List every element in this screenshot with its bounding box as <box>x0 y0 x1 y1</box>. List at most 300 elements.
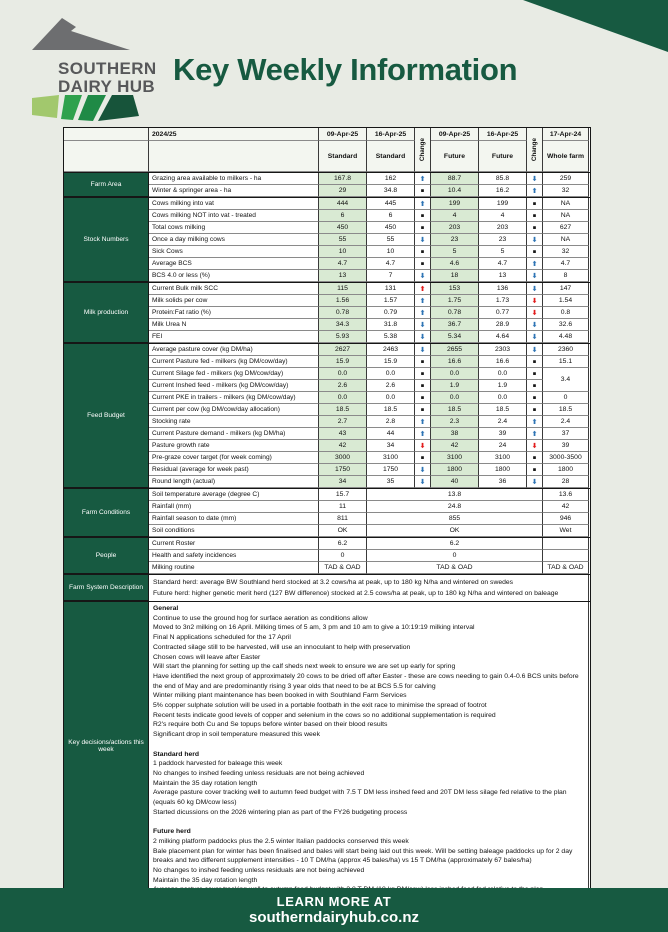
group-text-content <box>149 575 589 601</box>
metric-value-standard-wk2: 4.7 <box>367 258 415 270</box>
metric-value-standard-wk1: 5.93 <box>319 331 367 343</box>
metric-value-future-wk2: 4.64 <box>479 331 527 343</box>
change-indicator-future <box>527 428 543 440</box>
metric-value-standard-wk2: 55 <box>367 234 415 246</box>
column-header-change: Change <box>415 128 431 172</box>
metric-value-wholefarm: 32 <box>543 246 589 258</box>
corner-accent-triangle <box>523 0 668 52</box>
header-blank <box>64 128 149 141</box>
change-indicator-future <box>527 344 543 356</box>
metric-value-standard-wk2: 44 <box>367 428 415 440</box>
metric-value-standard-wk1: 15.9 <box>319 356 367 368</box>
metric-value-wholefarm: 147 <box>543 283 589 295</box>
metric-value-wholefarm: NA <box>543 198 589 210</box>
metric-name: Cows milking into vat <box>149 198 319 210</box>
change-indicator-future <box>527 331 543 343</box>
metric-value-future-wk2: 18.5 <box>479 404 527 416</box>
text-line: Contracted silage still to be harvested, will use an innoculant to help with preservation <box>153 643 411 651</box>
change-indicator-future <box>527 392 543 404</box>
text-line: Have identified the next group of approximately 20 cows to be dried off after Easter - these are cows needing to gain 0.4-0.6 BCS units before the end of May and are predominantly rising 3 year olds that need to be at BCS 5.5 for calving <box>153 672 579 690</box>
group-label: Farm Conditions <box>64 489 149 537</box>
metric-value-wholefarm: 39 <box>543 440 589 452</box>
metric-name: Health and safety incidences <box>149 550 319 562</box>
metric-value-future-wk1: 2.3 <box>431 416 479 428</box>
metric-value-future-wk1: 0.78 <box>431 307 479 319</box>
metric-value-standard: 0 <box>319 550 367 562</box>
metric-value-future-wk2: 0.77 <box>479 307 527 319</box>
metric-value-future-wk2: 23 <box>479 234 527 246</box>
change-indicator-future <box>527 173 543 185</box>
metric-name: Milk Urea N <box>149 319 319 331</box>
metric-value-standard-wk2: 6 <box>367 210 415 222</box>
change-indicator-standard <box>415 452 431 464</box>
metric-value-wholefarm: 13.6 <box>543 489 589 501</box>
metric-value-wholefarm: 0.8 <box>543 307 589 319</box>
change-indicator-future <box>527 319 543 331</box>
change-indicator-future <box>527 440 543 452</box>
metric-value-standard-wk1: 43 <box>319 428 367 440</box>
no-change-icon: ▪ <box>420 394 425 401</box>
metric-value-future-wk1: 5 <box>431 246 479 258</box>
metric-value-future-wk1: 0.0 <box>431 368 479 380</box>
metric-value-future-wk2: 39 <box>479 428 527 440</box>
arrow-down-icon: ⬇ <box>419 235 426 244</box>
text-line: Standard herd: average BW Southland herd stocked at 3.2 cows/ha at peak, up to 180 kg N/ha and wintered on swedes <box>153 579 514 586</box>
metric-value-future-wk2: 16.2 <box>479 185 527 197</box>
change-indicator-standard <box>415 476 431 488</box>
change-indicator-standard <box>415 307 431 319</box>
change-indicator-standard <box>415 464 431 476</box>
text-line: Continue to use the ground hog for surface aeration as conditions allow <box>153 614 368 622</box>
arrow-down-icon: ⬇ <box>419 477 426 486</box>
column-header-herd: Future <box>479 141 527 172</box>
metric-name: Pasture growth rate <box>149 440 319 452</box>
metric-value-future-wk1: 18 <box>431 270 479 282</box>
metric-value-wholefarm: 32.6 <box>543 319 589 331</box>
metric-value-standard-wk2: 10 <box>367 246 415 258</box>
no-change-icon: ▪ <box>420 224 425 231</box>
metric-name: Current Roster <box>149 538 319 550</box>
change-indicator-standard <box>415 440 431 452</box>
metric-value-future-wk1: 199 <box>431 198 479 210</box>
change-indicator-future <box>527 185 543 197</box>
no-change-icon: ▪ <box>532 454 537 461</box>
change-indicator-future <box>527 452 543 464</box>
change-indicator-future <box>527 210 543 222</box>
arrow-up-icon: ⬆ <box>419 417 426 426</box>
metric-value-standard: 6.2 <box>319 538 367 550</box>
metric-value-wholefarm: 8 <box>543 270 589 282</box>
metric-value-standard-wk1: 6 <box>319 210 367 222</box>
metric-value-standard-wk1: 1.56 <box>319 295 367 307</box>
change-indicator-standard <box>415 270 431 282</box>
metric-value-wholefarm: 3.4 <box>543 368 589 392</box>
change-indicator-standard <box>415 331 431 343</box>
text-line: Future herd <box>153 828 191 836</box>
change-indicator-future <box>527 198 543 210</box>
metric-name: Milk solids per cow <box>149 295 319 307</box>
page-title: Key Weekly Information <box>173 52 518 87</box>
table-group <box>64 537 590 574</box>
text-line: Bale placement plan for winter has been finalised and bales will start being laid out this week. Will be setting baleage paddocks up for 2 day breaks and two different supplement intensities - 10 T DM/ha (approx 45 bales/ha) vs 15 T DM/ha (approximately 67 bales/ha) <box>153 847 573 865</box>
metric-value-standard-wk1: 2627 <box>319 344 367 356</box>
metric-value-standard-wk2: 5.38 <box>367 331 415 343</box>
metric-value-standard-wk1: 0.78 <box>319 307 367 319</box>
table-group <box>64 488 590 537</box>
metric-value-future-wk2: 4.7 <box>479 258 527 270</box>
mountain-icon <box>32 18 130 50</box>
metric-value-wholefarm: 18.5 <box>543 404 589 416</box>
metric-value-wholefarm: 32 <box>543 185 589 197</box>
column-header-date: 16-Apr-25 <box>479 128 527 141</box>
metric-value-standard-wk1: 444 <box>319 198 367 210</box>
metric-value-standard-wk2: 450 <box>367 222 415 234</box>
metric-name: Pre-graze cover target (for week coming) <box>149 452 319 464</box>
column-header-date: 09-Apr-25 <box>319 128 367 141</box>
metric-value-future-wk2: 136 <box>479 283 527 295</box>
metric-name: Average pasture cover (kg DM/ha) <box>149 344 319 356</box>
metric-value-standard-wk1: 13 <box>319 270 367 282</box>
metric-value-wholefarm: 1800 <box>543 464 589 476</box>
metric-value-future-wk1: 0.0 <box>431 392 479 404</box>
group-label: Farm System Description <box>64 575 149 601</box>
metric-name: Current Pasture demand - milkers (kg DM/ha) <box>149 428 319 440</box>
metric-value-standard-wk2: 162 <box>367 173 415 185</box>
metric-value-future-wk2: 24 <box>479 440 527 452</box>
metric-value-wholefarm: 627 <box>543 222 589 234</box>
metric-value-future-wk2: 16.6 <box>479 356 527 368</box>
metric-value-future-wk1: 23 <box>431 234 479 246</box>
metric-value-future: 24.8 <box>367 501 543 513</box>
group-label: Milk production <box>64 283 149 343</box>
metric-value-future: 0 <box>367 550 543 562</box>
no-change-icon: ▪ <box>420 454 425 461</box>
brand-logo <box>26 12 158 122</box>
metric-value-future-wk2: 203 <box>479 222 527 234</box>
change-indicator-standard <box>415 319 431 331</box>
metric-value-standard-wk2: 35 <box>367 476 415 488</box>
no-change-icon: ▪ <box>532 394 537 401</box>
no-change-icon: ▪ <box>420 187 425 194</box>
metric-value-standard-wk2: 31.8 <box>367 319 415 331</box>
arrow-up-icon: ⬆ <box>531 417 538 426</box>
metric-name: Average BCS <box>149 258 319 270</box>
metric-value-standard-wk2: 2.8 <box>367 416 415 428</box>
change-indicator-standard <box>415 283 431 295</box>
metric-value-standard-wk1: 0.0 <box>319 392 367 404</box>
metric-value-wholefarm: 946 <box>543 513 589 525</box>
metric-value-standard-wk2: 34 <box>367 440 415 452</box>
change-indicator-standard <box>415 428 431 440</box>
change-indicator-future <box>527 464 543 476</box>
text-line: No changes to inshed feeding unless residuals are not being achieved <box>153 769 365 777</box>
metric-value-wholefarm: 259 <box>543 173 589 185</box>
group-label: People <box>64 538 149 574</box>
change-indicator-future <box>527 476 543 488</box>
arrow-up-icon: ⬆ <box>419 174 426 183</box>
no-change-icon: ▪ <box>532 358 537 365</box>
metric-value-standard-wk2: 7 <box>367 270 415 282</box>
footer-learn-more-label: LEARN MORE AT <box>276 894 392 909</box>
metric-name: Current Bulk milk SCC <box>149 283 319 295</box>
arrow-down-icon: ⬇ <box>419 465 426 474</box>
metric-name: FEI <box>149 331 319 343</box>
text-line: Maintain the 35 day rotation length <box>153 779 258 787</box>
change-indicator-future <box>527 246 543 258</box>
metric-value-standard-wk2: 15.9 <box>367 356 415 368</box>
arrow-down-icon: ⬇ <box>531 235 538 244</box>
text-line: 2 milking platform paddocks plus the 2.5 winter Italian paddocks conserved this week <box>153 837 409 845</box>
metric-value-standard-wk1: 2.7 <box>319 416 367 428</box>
metric-value-future-wk1: 1.75 <box>431 295 479 307</box>
change-indicator-standard <box>415 416 431 428</box>
arrow-down-icon: ⬇ <box>531 308 538 317</box>
metric-value-future-wk2: 0.0 <box>479 368 527 380</box>
no-change-icon: ▪ <box>420 248 425 255</box>
change-indicator-future <box>527 416 543 428</box>
footer-website-link[interactable]: southerndairyhub.co.nz <box>248 909 419 926</box>
table-group <box>64 574 590 601</box>
change-indicator-future <box>527 283 543 295</box>
change-indicator-future <box>527 380 543 392</box>
metric-name: Rainfall season to date (mm) <box>149 513 319 525</box>
metric-name: Residual (average for week past) <box>149 464 319 476</box>
change-indicator-future <box>527 222 543 234</box>
metric-value-standard: 15.7 <box>319 489 367 501</box>
metric-name: Once a day milking cows <box>149 234 319 246</box>
metric-value-standard-wk1: 18.5 <box>319 404 367 416</box>
change-indicator-standard <box>415 185 431 197</box>
metric-value-future-wk1: 40 <box>431 476 479 488</box>
change-indicator-future <box>527 404 543 416</box>
text-line: Started dicussions on the 2026 wintering plan as part of the FY26 budgeting process <box>153 808 408 816</box>
table-group <box>64 172 590 197</box>
text-line: 5% copper sulphate solution will be used in a portable footbath in the exit race to minimise the spread of footrot <box>153 702 487 710</box>
change-indicator-standard <box>415 392 431 404</box>
arrow-down-icon: ⬇ <box>531 345 538 354</box>
arrow-down-icon: ⬇ <box>419 441 426 450</box>
table-group <box>64 197 590 282</box>
metric-value-future-wk1: 10.4 <box>431 185 479 197</box>
change-indicator-standard <box>415 344 431 356</box>
group-label: Farm Area <box>64 173 149 197</box>
arrow-down-icon: ⬇ <box>531 320 538 329</box>
metric-value-wholefarm: 42 <box>543 501 589 513</box>
metric-value-future-wk2: 4 <box>479 210 527 222</box>
text-line <box>153 740 584 750</box>
text-line: Moved to 3n2 milking on 16 April. Milking times of 5 am, 3 pm and 10 am to give a 10:19:19 milking interval <box>153 624 475 632</box>
change-indicator-standard <box>415 258 431 270</box>
arrow-up-icon: ⬆ <box>419 308 426 317</box>
metric-name: Stocking rate <box>149 416 319 428</box>
metric-value-standard-wk2: 3100 <box>367 452 415 464</box>
text-line <box>153 817 584 827</box>
metric-value-future-wk2: 5 <box>479 246 527 258</box>
metric-value-future-wk1: 16.6 <box>431 356 479 368</box>
metric-name: Current per cow (kg DM/cow/day allocation) <box>149 404 319 416</box>
logo-green-fields-icon <box>32 95 139 121</box>
metric-value-standard-wk2: 34.8 <box>367 185 415 197</box>
metric-value-wholefarm: 37 <box>543 428 589 440</box>
arrow-up-icon: ⬆ <box>419 296 426 305</box>
metric-value-future-wk1: 3100 <box>431 452 479 464</box>
text-line: R2's require both Cu and Se topups before winter based on their blood results <box>153 721 388 729</box>
change-indicator-standard <box>415 246 431 258</box>
change-indicator-standard <box>415 210 431 222</box>
arrow-down-icon: ⬇ <box>419 271 426 280</box>
arrow-up-icon: ⬆ <box>531 429 538 438</box>
metric-value-future: 6.2 <box>367 538 543 550</box>
metric-value-wholefarm <box>543 538 589 550</box>
text-line: Winter milking plant maintenance has been booked in with Southland Farm Services <box>153 692 407 700</box>
metric-value-standard-wk1: 167.8 <box>319 173 367 185</box>
metric-value-standard-wk2: 18.5 <box>367 404 415 416</box>
metric-value-future-wk2: 2.4 <box>479 416 527 428</box>
change-indicator-standard <box>415 380 431 392</box>
metric-value-future-wk2: 1800 <box>479 464 527 476</box>
metric-value-wholefarm: NA <box>543 210 589 222</box>
arrow-down-icon: ⬇ <box>531 332 538 341</box>
arrow-down-icon: ⬇ <box>531 174 538 183</box>
metric-value-standard: 11 <box>319 501 367 513</box>
metric-value-future-wk1: 1800 <box>431 464 479 476</box>
table-header <box>64 128 590 172</box>
brand-wordmark <box>58 60 157 96</box>
metric-name: Cows milking NOT into vat - treated <box>149 210 319 222</box>
change-indicator-standard <box>415 198 431 210</box>
metric-value-wholefarm: 15.1 <box>543 356 589 368</box>
metric-value-standard-wk1: 4.7 <box>319 258 367 270</box>
change-indicator-standard <box>415 404 431 416</box>
metric-value-future-wk1: 38 <box>431 428 479 440</box>
metric-value-future-wk1: 1.9 <box>431 380 479 392</box>
arrow-down-icon: ⬇ <box>419 345 426 354</box>
metric-value-future-wk2: 3100 <box>479 452 527 464</box>
metric-value-standard-wk1: 1750 <box>319 464 367 476</box>
arrow-up-icon: ⬆ <box>419 199 426 208</box>
metric-value-standard-wk2: 0.79 <box>367 307 415 319</box>
metric-value-standard-wk1: 115 <box>319 283 367 295</box>
text-line: No changes to inshed feeding unless residuals are not being achieved <box>153 866 365 874</box>
header-blank <box>64 141 149 172</box>
text-line: Average pasture cover tracking well to autumn feed budget with 7.5 T DM less inshed feed and 20T DM less silage fed relative to the plan (equals 60 kg DM/cow less) <box>153 789 567 807</box>
metric-name: Grazing area available to milkers - ha <box>149 173 319 185</box>
metric-name: Current PKE in trailers - milkers (kg DM/cow/day) <box>149 392 319 404</box>
change-indicator-future <box>527 307 543 319</box>
metric-value-future-wk2: 0.0 <box>479 392 527 404</box>
metric-value-standard-wk1: 2.6 <box>319 380 367 392</box>
footer-bar <box>0 888 668 932</box>
metric-value-future-wk1: 4 <box>431 210 479 222</box>
metric-value-future-wk2: 13 <box>479 270 527 282</box>
metric-value-standard-wk1: 10 <box>319 246 367 258</box>
column-header-herd: Standard <box>319 141 367 172</box>
metric-value-wholefarm: 0 <box>543 392 589 404</box>
no-change-icon: ▪ <box>532 466 537 473</box>
metric-value-standard-wk1: 0.0 <box>319 368 367 380</box>
metric-value-wholefarm: NA <box>543 234 589 246</box>
metric-value-standard-wk2: 0.0 <box>367 368 415 380</box>
metric-value-standard-wk2: 1.57 <box>367 295 415 307</box>
metric-value-future-wk1: 2655 <box>431 344 479 356</box>
metric-value-future-wk2: 2303 <box>479 344 527 356</box>
metric-value-future-wk1: 36.7 <box>431 319 479 331</box>
no-change-icon: ▪ <box>420 260 425 267</box>
change-indicator-future <box>527 356 543 368</box>
group-label: Key decisions/actions this week <box>64 602 149 891</box>
column-header-date: 09-Apr-25 <box>431 128 479 141</box>
group-text-content <box>149 602 589 891</box>
no-change-icon: ▪ <box>420 382 425 389</box>
change-indicator-standard <box>415 368 431 380</box>
weekly-report-table <box>63 127 591 892</box>
metric-name: Current Silage fed - milkers (kg DM/cow/day) <box>149 368 319 380</box>
no-change-icon: ▪ <box>420 406 425 413</box>
text-line: Will start the planning for setting up the calf sheds next week to ensure we are set up early for spring <box>153 663 456 671</box>
no-change-icon: ▪ <box>532 212 537 219</box>
metric-value-future-wk2: 85.8 <box>479 173 527 185</box>
text-line: 1 paddock harvested for baleage this week <box>153 760 283 768</box>
arrow-down-icon: ⬇ <box>531 477 538 486</box>
metric-value-future-wk1: 18.5 <box>431 404 479 416</box>
metric-value-standard: TAD & OAD <box>319 562 367 574</box>
metric-value-standard: 811 <box>319 513 367 525</box>
change-indicator-future <box>527 258 543 270</box>
metric-value-wholefarm: 4.48 <box>543 331 589 343</box>
text-line: Final N applications scheduled for the 17 April <box>153 634 291 642</box>
metric-value-standard-wk2: 445 <box>367 198 415 210</box>
change-indicator-future <box>527 368 543 380</box>
brand-line1: SOUTHERN <box>58 59 157 78</box>
arrow-down-icon: ⬇ <box>531 271 538 280</box>
metric-value-standard-wk1: 34.3 <box>319 319 367 331</box>
metric-value-future-wk1: 153 <box>431 283 479 295</box>
change-indicator-standard <box>415 234 431 246</box>
text-line: Future herd: higher genetic merit herd (127 BW difference) stocked at 2.5 cows/ha at peak, up to 180 kg N/ha and wintered on baleage <box>153 590 559 597</box>
change-indicator-standard <box>415 356 431 368</box>
column-header-date: 17-Apr-24 <box>543 128 589 141</box>
metric-value-future-wk1: 42 <box>431 440 479 452</box>
metric-value-standard-wk1: 42 <box>319 440 367 452</box>
metric-value-future-wk2: 28.9 <box>479 319 527 331</box>
text-line: Maintain the 35 day rotation length <box>153 876 258 884</box>
metric-value-wholefarm: 28 <box>543 476 589 488</box>
table-group <box>64 343 590 488</box>
no-change-icon: ▪ <box>532 248 537 255</box>
metric-value-standard-wk1: 29 <box>319 185 367 197</box>
arrow-down-icon: ⬇ <box>531 284 538 293</box>
no-change-icon: ▪ <box>532 224 537 231</box>
metric-name: Winter & springer area - ha <box>149 185 319 197</box>
metric-name: Round length (actual) <box>149 476 319 488</box>
column-header-herd: Future <box>431 141 479 172</box>
metric-value-future-wk1: 4.6 <box>431 258 479 270</box>
change-indicator-future <box>527 270 543 282</box>
arrow-down-icon: ⬇ <box>531 296 538 305</box>
metric-value-standard-wk2: 131 <box>367 283 415 295</box>
arrow-down-icon: ⬇ <box>531 441 538 450</box>
metric-value-future: 855 <box>367 513 543 525</box>
metric-value-future: TAD & OAD <box>367 562 543 574</box>
metric-name: Rainfall (mm) <box>149 501 319 513</box>
metric-value-future-wk1: 5.34 <box>431 331 479 343</box>
metric-value-wholefarm: 4.7 <box>543 258 589 270</box>
metric-name: Protein:Fat ratio (%) <box>149 307 319 319</box>
text-line: Significant drop in soil temperature measured this week <box>153 731 320 739</box>
metric-name: Total cows milking <box>149 222 319 234</box>
metric-value-standard-wk1: 450 <box>319 222 367 234</box>
table-group <box>64 282 590 343</box>
